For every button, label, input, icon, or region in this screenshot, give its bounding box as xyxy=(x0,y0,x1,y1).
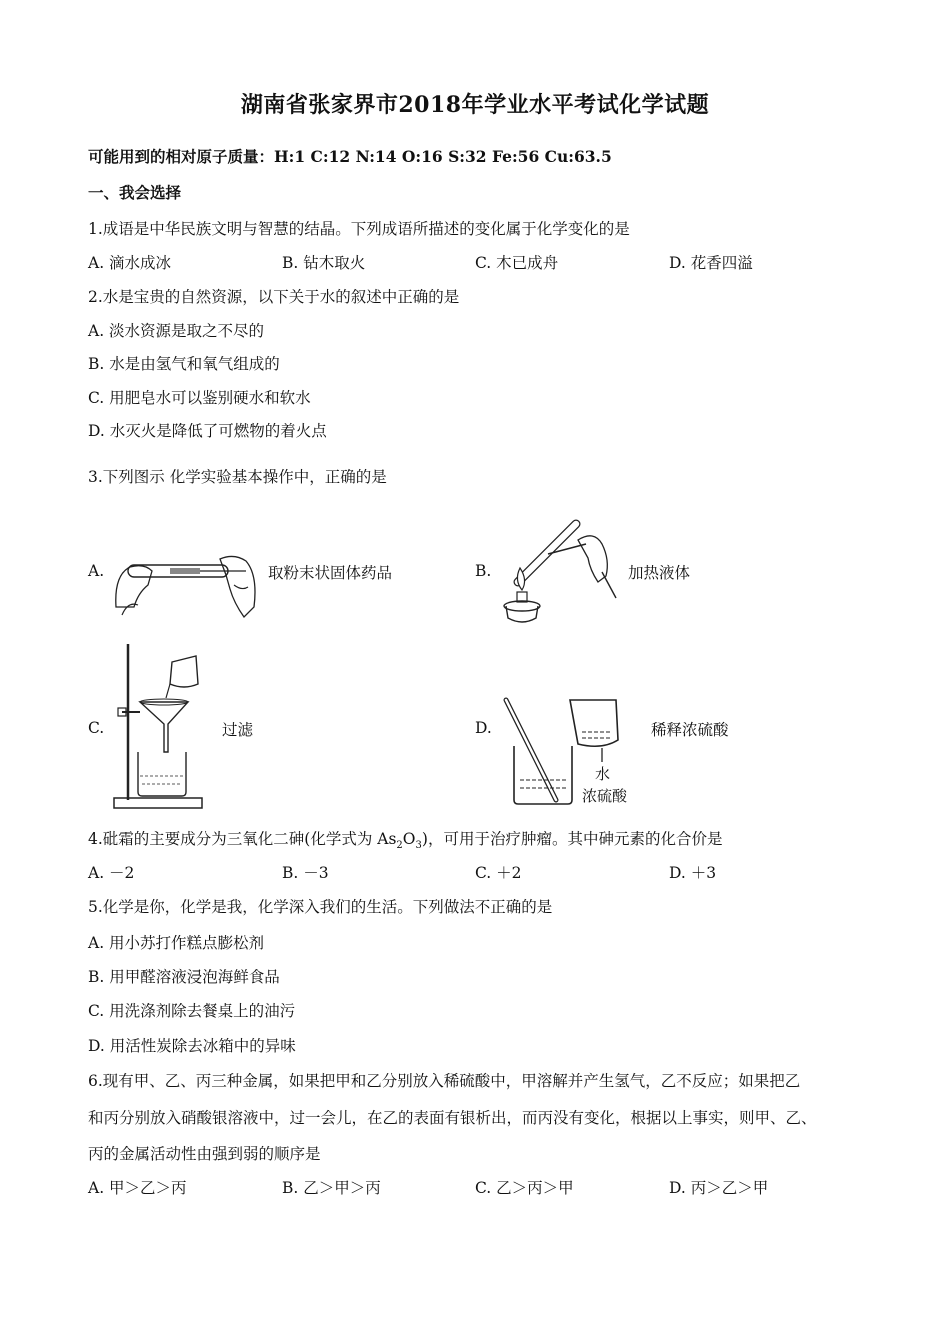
q3-option-b-caption: 加热液体 xyxy=(628,564,691,582)
dilution-label-acid: 浓硫酸 xyxy=(582,787,628,805)
question-1-stem: 1.成语是中华民族文明与智慧的结晶。下列成语所描述的变化属于化学变化的是 xyxy=(88,220,630,238)
q5-option-c: C. 用洗涤剂除去餐桌上的油污 xyxy=(88,1002,296,1020)
question-4-stem xyxy=(88,827,722,851)
q4-subscript-2: 3 xyxy=(415,840,422,852)
q3-option-c-caption: 过滤 xyxy=(222,721,254,739)
atomic-masses: 可能用到的相对原子质量：H:1 C:12 N:14 O:16 S:32 Fe:56 Cu:63.5 xyxy=(88,147,612,166)
dilution-label-water: 水 xyxy=(595,765,611,783)
question-2-stem: 2.水是宝贵的自然资源，以下关于水的叙述中正确的是 xyxy=(88,288,460,306)
q6-option-a: A. 甲＞乙＞丙 xyxy=(88,1179,187,1197)
q5-option-b: B. 用甲醛溶液浸泡海鲜食品 xyxy=(88,968,280,986)
question-6-line-3: 丙的金属活动性由强到弱的顺序是 xyxy=(88,1145,321,1163)
q6-option-c: C. 乙＞丙＞甲 xyxy=(475,1179,574,1197)
q4-option-c: C. ＋2 xyxy=(475,864,522,882)
q3-option-d-letter: D. xyxy=(475,719,492,737)
q6-option-d: D. 丙＞乙＞甲 xyxy=(669,1179,769,1197)
q3-option-a-letter: A. xyxy=(88,562,105,580)
dilution-figure xyxy=(498,692,648,812)
q3-option-d-caption: 稀释浓硫酸 xyxy=(651,721,729,739)
q2-option-d: D. 水灭火是降低了可燃物的着火点 xyxy=(88,422,327,440)
question-6-line-2: 和丙分别放入硝酸银溶液中，过一会儿，在乙的表面有银析出，而丙没有变化，根据以上事实，则甲、乙、 xyxy=(88,1109,817,1127)
q1-option-a: A. 滴水成冰 xyxy=(88,254,172,272)
q3-option-a-caption: 取粉末状固体药品 xyxy=(268,564,393,582)
q4-option-b: B. －3 xyxy=(282,864,329,882)
q4-option-d: D. ＋3 xyxy=(669,864,717,882)
question-5-stem: 5.化学是你，化学是我，化学深入我们的生活。下列做法不正确的是 xyxy=(88,898,553,916)
q2-option-b: B. 水是由氢气和氧气组成的 xyxy=(88,355,280,373)
q1-option-d: D. 花香四溢 xyxy=(669,254,753,272)
q2-option-c: C. 用肥皂水可以鉴别硬水和软水 xyxy=(88,389,311,407)
q6-option-b: B. 乙＞甲＞丙 xyxy=(282,1179,381,1197)
powder-sampling-figure xyxy=(108,545,263,625)
filtration-figure xyxy=(108,640,213,812)
q4-option-a: A. －2 xyxy=(88,864,135,882)
q4-stem-post: )，可用于治疗肿瘤。其中砷元素的化合价是 xyxy=(421,830,723,848)
q4-stem-pre: 4.砒霜的主要成分为三氧化二砷(化学式为 As xyxy=(88,830,397,848)
q4-subscript-1: 2 xyxy=(396,840,403,852)
q4-stem-mid: O xyxy=(402,830,416,848)
page-title: 湖南省张家界市2018年学业水平考试化学试题 xyxy=(240,92,710,118)
q1-option-c: C. 木已成舟 xyxy=(475,254,559,272)
question-3-stem: 3.下列图示 化学实验基本操作中，正确的是 xyxy=(88,468,387,486)
q5-option-a: A. 用小苏打作糕点膨松剂 xyxy=(88,934,265,952)
q3-option-c-letter: C. xyxy=(88,719,105,737)
question-6-line-1: 6.现有甲、乙、丙三种金属，如果把甲和乙分别放入稀硫酸中，甲溶解并产生氢气，乙不反应；如果把乙 xyxy=(88,1072,801,1090)
q1-option-b: B. 钻木取火 xyxy=(282,254,366,272)
heating-liquid-figure xyxy=(498,510,623,630)
section-heading: 一、我会选择 xyxy=(88,183,182,202)
q3-option-b-letter: B. xyxy=(475,562,492,580)
q5-option-d: D. 用活性炭除去冰箱中的异味 xyxy=(88,1037,296,1055)
q2-option-a: A. 淡水资源是取之不尽的 xyxy=(88,322,265,340)
